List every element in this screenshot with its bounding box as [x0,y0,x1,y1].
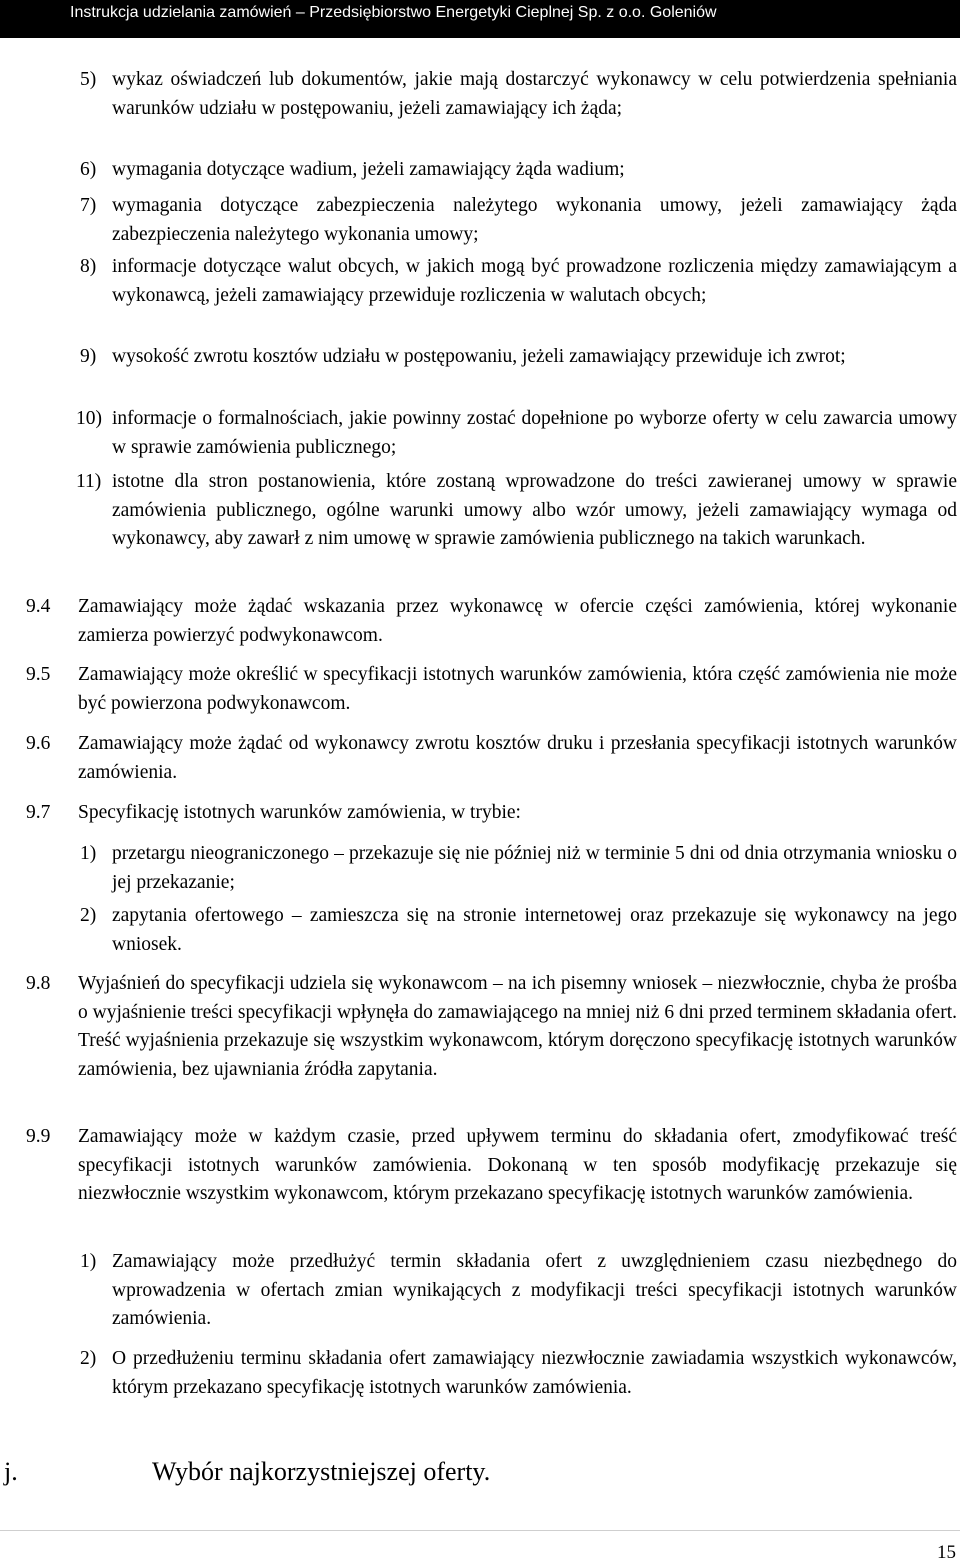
header-title: Instrukcja udzielania zamówień – Przedsiębiorstwo Energetyki Cieplnej Sp. z o.o. Goleniów [70,4,717,21]
section-text: Specyfikację istotnych warunków zamówienia, w trybie: [78,802,521,823]
section-heading-letter: j. [4,1457,18,1486]
list-item-number: 10) [76,408,102,429]
section-number: 9.7 [26,802,51,823]
section-text: Zamawiający może żądać wskazania przez wykonawcę w ofercie części zamówienia, której wykonanie zamierza powierzyć podwykonawcom. [78,596,957,646]
list-item-text: Zamawiający może przedłużyć termin składania ofert z uwzględnieniem czasu niezbędnego do wprowadzenia w ofertach zmian wynikających z modyfikacji treści specyfikacji istotnych warunków zamówienia. [112,1251,957,1329]
list-item-number: 5) [80,69,97,90]
list-item-text: informacje o formalnościach, jakie powinny zostać dopełnione po wyborze oferty w celu zawarcia umowy w sprawie zamówienia publicznego; [112,408,957,458]
section-heading-title: Wybór najkorzystniejszej oferty. [152,1457,491,1486]
list-item-number: 6) [80,159,97,180]
list-item-text: przetargu nieograniczonego – przekazuje się nie później niż w terminie 5 dni od dnia otrzymania wniosku o jej przekazanie; [112,843,957,893]
list-item-number: 8) [80,256,97,277]
document-header [0,0,960,38]
section-text: Zamawiający może w każdym czasie, przed upływem terminu do składania ofert, zmodyfikować treść specyfikacji istotnych warunków zamówienia. Dokonaną w ten sposób modyfikację przekazuje się niezwłocznie wszystkim wykonawcom, którym przekazano specyfikację istotnych warunków zamówienia. [78,1126,957,1204]
list-item-number: 2) [80,905,97,926]
list-item-text: zapytania ofertowego – zamieszcza się na stronie internetowej oraz przekazuje się wykonawcy na jego wniosek. [112,905,957,955]
list-item-number: 1) [80,843,97,864]
list-item-text: informacje dotyczące walut obcych, w jakich mogą być prowadzone rozliczenia między zamawiającym a wykonawcą, jeżeli zamawiający przewiduje rozliczenia w walutach obcych; [112,256,957,306]
list-item-text: istotne dla stron postanowienia, które zostaną wprowadzone do treści zawieranej umowy w sprawie zamówienia publicznego, ogólne warunki umowy albo wzór umowy, jeżeli zamawiający wymaga od wykonawcy, aby zawarł z nim umowę w sprawie zamówienia publicznego na takich warunkach. [112,471,957,549]
section-number: 9.6 [26,733,51,754]
list-item-number: 2) [80,1348,97,1369]
list-item-number: 11) [76,471,102,492]
section-text: Zamawiający może określić w specyfikacji istotnych warunków zamówienia, która część zamówienia nie może być powierzona podwykonawcom. [78,664,957,714]
list-item-text: wysokość zwrotu kosztów udziału w postępowaniu, jeżeli zamawiający przewiduje ich zwrot; [112,346,846,367]
section-number: 9.9 [26,1126,51,1147]
section-text: Zamawiający może żądać od wykonawcy zwrotu kosztów druku i przesłania specyfikacji istotnych warunków zamówienia. [78,733,957,783]
section-number: 9.8 [26,973,51,994]
list-item-text: wymagania dotyczące zabezpieczenia należytego wykonania umowy, jeżeli zamawiający żąda zabezpieczenia należytego wykonania umowy; [112,195,957,245]
list-item-text: O przedłużeniu terminu składania ofert zamawiający niezwłocznie zawiadamia wszystkich wykonawców, którym przekazano specyfikację istotnych warunków zamówienia. [112,1348,957,1398]
page-number: 15 [937,1542,956,1563]
list-item-number: 1) [80,1251,97,1272]
list-item-text: wymagania dotyczące wadium, jeżeli zamawiający żąda wadium; [112,159,625,180]
list-item-number: 9) [80,346,97,367]
list-item-text: wykaz oświadczeń lub dokumentów, jakie mają dostarczyć wykonawcy w celu potwierdzenia spełniania warunków udziału w postępowaniu, jeżeli zamawiający ich żąda; [112,69,957,119]
list-item-number: 7) [80,195,97,216]
section-text: Wyjaśnień do specyfikacji udziela się wykonawcom – na ich pisemny wniosek – niezwłocznie, chyba że prośba o wyjaśnienie treści specyfikacji wpłynęła do zamawiającego na mniej niż 6 dni przed terminem składania ofert. Treść wyjaśnienia przekazuje się wszystkim wykonawcom, którym doręczono specyfikację istotnych warunków zamówienia, bez ujawniania źródła zapytania. [78,973,957,1080]
section-number: 9.4 [26,596,51,617]
section-number: 9.5 [26,664,51,685]
footer-divider [0,1530,960,1531]
